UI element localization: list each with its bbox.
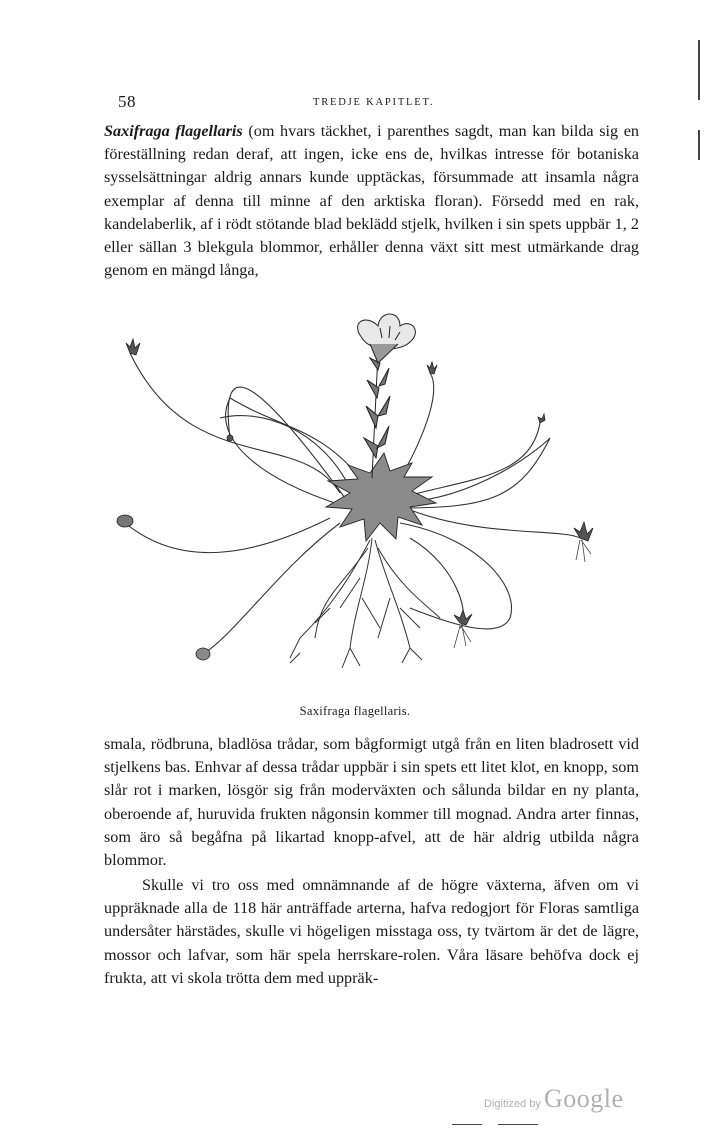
paragraph-bottom: [104, 874, 639, 990]
saxifraga-flagellaris-illustration-icon: [100, 308, 640, 703]
bud-5: [117, 515, 133, 527]
bud-2: [227, 435, 233, 441]
scan-edge-mark: [698, 130, 700, 160]
species-name: Saxifraga flagellaris: [104, 122, 243, 140]
scan-edge-mark: [452, 1124, 482, 1125]
running-head: TREDJE KAPITLET.: [313, 97, 435, 108]
paragraph-mid: [104, 733, 639, 872]
paragraph-top: [104, 120, 639, 282]
runner-8: [405, 508, 580, 538]
scan-edge-mark: [698, 40, 700, 100]
page-number: 58: [118, 92, 136, 111]
paragraph-bottom-text: Skulle vi tro oss med omnämnande af de högre växterna, äfven om vi uppräknade alla de 118 här anträffade arterna, hafva redogjort för Floras samtliga undersåter härstädes, skulle vi högeligen misstaga oss, ty tvärtom är det de lägre, mossor och lafvar, som här spela herrskare-rolen. Våra läsare behöfva dock ej frukta, att vi skola trötta dem med uppräk-: [104, 876, 639, 987]
plant-illustration: [100, 308, 640, 703]
runner-1: [130, 353, 340, 493]
digitized-watermark: [484, 1086, 634, 1116]
bud-8: [454, 610, 472, 625]
runner-11: [400, 523, 512, 629]
watermark-prefix: Digitized by: [484, 1098, 541, 1110]
bud-4: [538, 414, 545, 423]
bud-6: [196, 648, 210, 660]
page-header: [118, 92, 638, 112]
bud-7: [574, 522, 593, 541]
runner-10: [205, 523, 340, 653]
paragraph-mid-text: smala, rödbruna, bladlösa trådar, som bågformigt utgå från en liten bladrosett vid stjelkens bas. Enhvar af dessa trådar uppbär i sin spets ett litet klot, en knopp, som slår rot i marken, lösgör sig från moderväxten och sålunda bildar en ny planta, oberoende af, huruvida frukten någonsin kommer till mognad. Andra arter finnas, som äro så begåfna på likartad knopp-afvel, att de här aldrig utbilda några blommor.: [104, 735, 639, 870]
flower: [358, 314, 416, 349]
runner-9: [125, 518, 330, 553]
runner-2: [228, 387, 345, 498]
watermark-brand: Google: [544, 1084, 624, 1113]
paragraph-top-body: (om hvars täckhet, i parenthes sagdt, man kan bilda sig en föreställning redan deraf, att ingen, icke ens de, hvilkas intresse för botaniska sysselsättningar aldrig annars kunde upptäckas, försummade att insamla några exemplar af denna till minne af den arktiska floran). Försedd med en rak, kandelaberlik, af i rödt stötande blad beklädd stjelk, hvilken i sin spets uppbär 1, 2 eller sällan 3 blekgula blommor, erhåller denna växt sitt mest utmärkande drag genom en mängd långa,: [104, 122, 640, 280]
paragraph-top-text: [104, 120, 639, 282]
figure-caption: Saxifraga flagellaris.: [299, 704, 411, 718]
runner-3: [220, 416, 350, 488]
bud-1: [126, 339, 140, 355]
bud-3: [427, 362, 437, 374]
scan-edge-mark: [498, 1124, 538, 1125]
